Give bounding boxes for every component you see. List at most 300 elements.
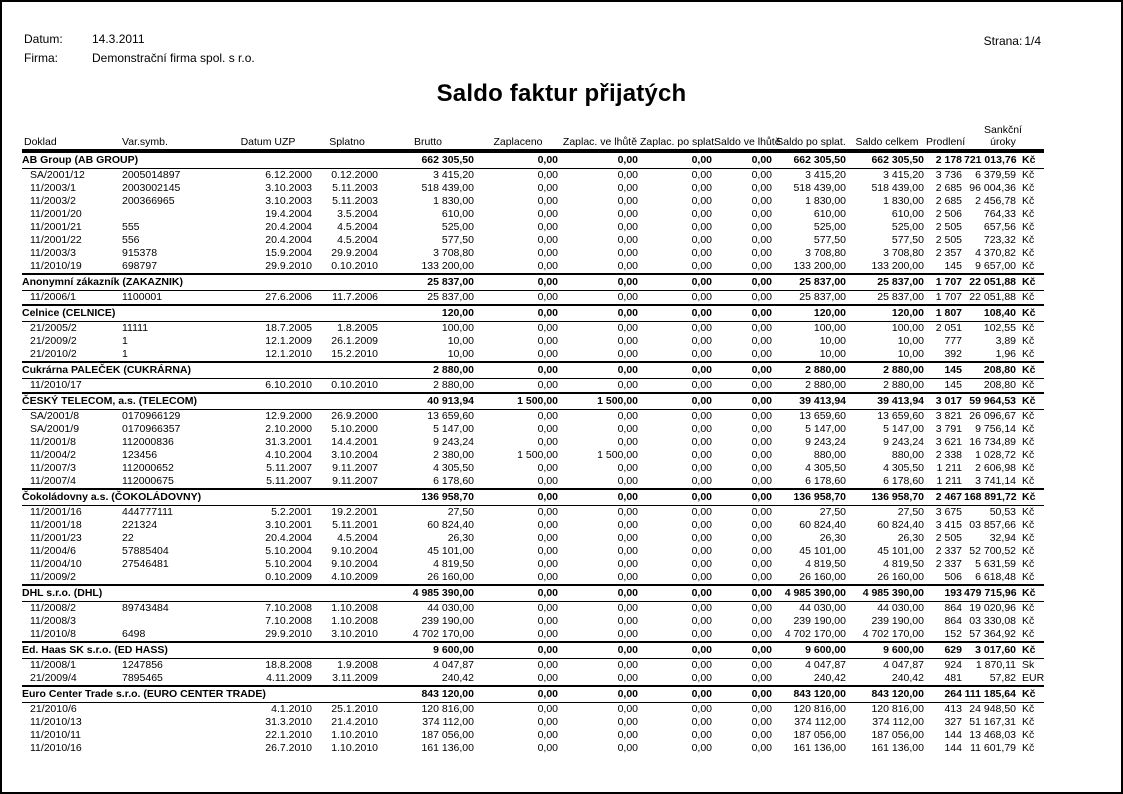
cell-sankcni-uroky: 11 601,79 — [970, 742, 1016, 754]
invoice-row — [22, 519, 1044, 532]
group-name: Anonymní zákazník (ZAKAZNIK) — [22, 276, 184, 288]
cell-sankcni-uroky: 19 020,96 — [969, 602, 1016, 614]
cell-saldo-celkem: 120 816,00 — [871, 703, 924, 715]
cell-zaplaceno: 0,00 — [537, 410, 558, 422]
cell-sankcni-uroky: 2 606,98 — [975, 462, 1016, 474]
cell-sankcni-uroky: 721 013,76 — [964, 154, 1017, 166]
cell-var-symb: 11111 — [122, 322, 149, 334]
cell-brutto: 2 880,00 — [433, 364, 474, 376]
cell-saldo-po-splat: 610,00 — [813, 208, 846, 220]
cell-datum-uzp: 29.9.2010 — [265, 628, 312, 640]
cell-var-symb: 1247856 — [122, 659, 163, 671]
datum-label: Datum: — [24, 32, 63, 46]
cell-zaplac-ve-lhute: 0,00 — [617, 436, 638, 448]
cell-zaplac-po-splat: 0,00 — [691, 545, 712, 557]
cell-mena: Kč — [1022, 276, 1036, 288]
cell-sankcni-uroky: 208,80 — [983, 364, 1016, 376]
cell-prodleni: 3 621 — [935, 436, 962, 448]
cell-zaplaceno: 0,00 — [537, 348, 558, 360]
cell-doklad: 11/2007/4 — [30, 475, 76, 487]
cell-saldo-celkem: 880,00 — [891, 449, 924, 461]
cell-var-symb — [122, 571, 222, 584]
report-meta — [2, 2, 1121, 70]
cell-saldo-ve-lhute: 0,00 — [751, 335, 772, 347]
cell-prodleni: 1 707 — [935, 276, 962, 288]
cell-zaplac-po-splat: 0,00 — [691, 335, 712, 347]
cell-saldo-ve-lhute: 0,00 — [751, 276, 772, 288]
cell-mena: Kč — [1022, 348, 1035, 360]
cell-brutto: 4 305,50 — [433, 462, 474, 474]
cell-saldo-po-splat: 240,42 — [813, 672, 846, 684]
cell-zaplac-ve-lhute: 0,00 — [617, 291, 638, 303]
cell-saldo-celkem: 25 837,00 — [877, 276, 924, 288]
cell-saldo-ve-lhute: 0,00 — [751, 348, 772, 360]
cell-saldo-ve-lhute: 0,00 — [751, 410, 772, 422]
invoice-row — [22, 571, 1044, 584]
table-body — [2, 151, 1121, 755]
cell-zaplaceno: 0,00 — [537, 729, 558, 741]
cell-brutto: 4 047,87 — [433, 659, 474, 671]
cell-var-symb: 698797 — [122, 260, 158, 272]
cell-zaplaceno: 0,00 — [537, 154, 558, 166]
cell-brutto: 9 600,00 — [433, 644, 474, 656]
cell-sankcni-uroky: 51 167,31 — [969, 716, 1016, 728]
cell-datum-uzp: 6.12.2000 — [265, 169, 312, 181]
cell-datum-uzp: 15.9.2004 — [265, 247, 312, 259]
group-name: Ed. Haas SK s.r.o. (ED HASS) — [22, 644, 168, 656]
column-header-splatno: Splatno — [329, 136, 365, 148]
cell-mena: Kč — [1022, 449, 1035, 461]
cell-brutto: 240,42 — [441, 672, 474, 684]
cell-brutto: 3 708,80 — [433, 247, 474, 259]
column-header-var-symb: Var.symb. — [122, 136, 168, 148]
cell-zaplac-po-splat: 0,00 — [691, 195, 712, 207]
cell-datum-uzp: 5.11.2007 — [266, 475, 312, 487]
cell-zaplac-po-splat: 0,00 — [691, 348, 712, 360]
cell-splatno: 1.10.2010 — [331, 742, 378, 754]
cell-prodleni: 3 415 — [935, 519, 962, 531]
cell-doklad: 21/2005/2 — [30, 322, 77, 334]
cell-splatno: 5.10.2000 — [331, 423, 378, 435]
cell-zaplac-po-splat: 0,00 — [691, 716, 712, 728]
cell-saldo-celkem: 577,50 — [891, 234, 924, 246]
cell-zaplaceno: 0,00 — [537, 260, 558, 272]
cell-mena: Kč — [1022, 742, 1035, 754]
cell-doklad: SA/2001/8 — [30, 410, 80, 422]
cell-zaplac-ve-lhute: 0,00 — [617, 558, 638, 570]
cell-saldo-ve-lhute: 0,00 — [751, 449, 772, 461]
cell-saldo-ve-lhute: 0,00 — [751, 506, 772, 518]
cell-zaplac-po-splat: 0,00 — [691, 506, 712, 518]
cell-splatno: 9.10.2004 — [331, 545, 378, 557]
cell-saldo-celkem: 13 659,60 — [877, 410, 924, 422]
cell-brutto: 26 160,00 — [427, 571, 474, 583]
cell-saldo-ve-lhute: 0,00 — [751, 672, 772, 684]
cell-saldo-celkem: 662 305,50 — [871, 154, 924, 166]
cell-prodleni: 1 211 — [936, 462, 962, 474]
cell-saldo-celkem: 120,00 — [891, 307, 924, 319]
cell-zaplac-ve-lhute: 0,00 — [617, 716, 638, 728]
invoice-row — [22, 169, 1044, 182]
cell-sankcni-uroky: 102,55 — [983, 322, 1016, 334]
cell-prodleni: 413 — [944, 703, 962, 715]
cell-splatno: 1.8.2005 — [337, 322, 378, 334]
cell-zaplac-po-splat: 0,00 — [691, 703, 712, 715]
cell-sankcni-uroky: 57,82 — [989, 672, 1016, 684]
cell-mena: Kč — [1022, 234, 1035, 246]
column-header-prodleni: Prodlení — [926, 136, 966, 148]
cell-zaplac-po-splat: 0,00 — [691, 276, 712, 288]
cell-saldo-ve-lhute: 0,00 — [751, 615, 772, 627]
cell-zaplac-po-splat: 0,00 — [691, 491, 712, 503]
cell-doklad: 21/2009/4 — [30, 672, 77, 684]
cell-saldo-celkem: 843 120,00 — [871, 688, 924, 700]
cell-saldo-po-splat: 45 101,00 — [799, 545, 846, 557]
cell-mena: Kč — [1022, 195, 1035, 207]
cell-splatno: 9.11.2007 — [332, 475, 378, 487]
cell-saldo-ve-lhute: 0,00 — [751, 307, 772, 319]
cell-splatno: 4.5.2004 — [337, 221, 378, 233]
invoice-row — [22, 602, 1044, 615]
cell-zaplac-ve-lhute: 0,00 — [617, 672, 638, 684]
cell-datum-uzp: 7.10.2008 — [265, 615, 312, 627]
cell-saldo-celkem: 2 880,00 — [883, 364, 924, 376]
cell-splatno: 21.4.2010 — [331, 716, 378, 728]
cell-saldo-ve-lhute: 0,00 — [751, 234, 772, 246]
cell-prodleni: 2 357 — [935, 247, 962, 259]
cell-prodleni: 144 — [944, 729, 962, 741]
cell-saldo-celkem: 4 305,50 — [883, 462, 924, 474]
cell-saldo-celkem: 3 415,20 — [883, 169, 924, 181]
cell-splatno: 15.2.2010 — [331, 348, 378, 360]
cell-zaplaceno: 0,00 — [537, 234, 558, 246]
cell-mena: Kč — [1022, 571, 1035, 583]
invoice-row — [22, 322, 1044, 335]
cell-saldo-po-splat: 4 702 170,00 — [784, 628, 846, 640]
cell-var-symb: 1 — [122, 335, 128, 347]
cell-zaplaceno: 0,00 — [537, 335, 558, 347]
meta-datum — [24, 32, 1121, 51]
cell-saldo-celkem: 26,30 — [897, 532, 924, 544]
cell-zaplac-po-splat: 0,00 — [691, 395, 712, 407]
cell-zaplac-po-splat: 0,00 — [691, 449, 712, 461]
cell-doklad: 11/2003/1 — [30, 182, 76, 194]
cell-zaplac-po-splat: 0,00 — [691, 221, 712, 233]
cell-var-symb — [122, 208, 222, 221]
cell-brutto: 4 702 170,00 — [412, 628, 474, 640]
group-row — [22, 488, 1044, 506]
cell-zaplaceno: 0,00 — [537, 364, 558, 376]
cell-var-symb: 0170966129 — [122, 410, 181, 422]
cell-datum-uzp: 7.10.2008 — [265, 602, 312, 614]
cell-sankcni-uroky: 1 028,72 — [975, 449, 1016, 461]
cell-zaplaceno: 0,00 — [537, 423, 558, 435]
cell-mena: Kč — [1022, 519, 1035, 531]
cell-saldo-po-splat: 843 120,00 — [793, 688, 846, 700]
cell-zaplac-po-splat: 0,00 — [691, 628, 712, 640]
cell-saldo-celkem: 25 837,00 — [877, 291, 924, 303]
cell-sankcni-uroky: 111 185,64 — [964, 688, 1016, 700]
cell-mena: Kč — [1022, 322, 1035, 334]
cell-var-symb: 6498 — [122, 628, 146, 640]
cell-datum-uzp: 4.10.2004 — [265, 449, 312, 461]
cell-var-symb: 22 — [122, 532, 134, 544]
cell-datum-uzp: 20.4.2004 — [265, 221, 312, 233]
cell-splatno: 19.2.2001 — [331, 506, 378, 518]
cell-prodleni: 481 — [944, 672, 962, 684]
cell-zaplac-po-splat: 0,00 — [691, 182, 712, 194]
cell-saldo-ve-lhute: 0,00 — [751, 260, 772, 272]
cell-saldo-celkem: 239 190,00 — [871, 615, 924, 627]
cell-saldo-ve-lhute: 0,00 — [751, 169, 772, 181]
cell-var-symb: 200366965 — [122, 195, 175, 207]
invoice-row — [22, 221, 1044, 234]
cell-zaplac-ve-lhute: 0,00 — [617, 348, 638, 360]
cell-brutto: 2 380,00 — [433, 449, 474, 461]
cell-datum-uzp: 0.10.2009 — [265, 571, 312, 583]
cell-datum-uzp: 5.2.2001 — [271, 506, 312, 518]
cell-zaplac-ve-lhute: 0,00 — [617, 545, 638, 557]
cell-saldo-celkem: 45 101,00 — [877, 545, 924, 557]
cell-var-symb: 1100001 — [122, 291, 163, 303]
cell-datum-uzp: 18.7.2005 — [265, 322, 312, 334]
cell-mena: Kč — [1022, 506, 1035, 518]
cell-saldo-celkem: 525,00 — [891, 221, 924, 233]
cell-zaplac-po-splat: 0,00 — [691, 659, 712, 671]
cell-var-symb: 89743484 — [122, 602, 169, 614]
cell-splatno: 1.10.2010 — [331, 729, 378, 741]
cell-mena: Kč — [1022, 628, 1035, 640]
cell-prodleni: 3 736 — [935, 169, 962, 181]
cell-datum-uzp: 20.4.2004 — [265, 234, 312, 246]
cell-prodleni: 1 807 — [935, 307, 962, 319]
invoice-row — [22, 260, 1044, 273]
cell-saldo-celkem: 161 136,00 — [871, 742, 924, 754]
cell-zaplaceno: 0,00 — [537, 602, 558, 614]
group-row — [22, 641, 1044, 659]
strana-label: Strana: — [983, 34, 1023, 48]
cell-prodleni: 145 — [944, 364, 962, 376]
cell-brutto: 4 819,50 — [433, 558, 474, 570]
cell-zaplaceno: 0,00 — [537, 716, 558, 728]
cell-zaplac-po-splat: 0,00 — [691, 602, 712, 614]
cell-saldo-po-splat: 239 190,00 — [793, 615, 846, 627]
cell-datum-uzp: 12.1.2009 — [265, 335, 312, 347]
cell-var-symb: 1 — [122, 348, 128, 360]
cell-datum-uzp: 6.10.2010 — [265, 379, 312, 391]
cell-prodleni: 392 — [944, 348, 962, 360]
cell-prodleni: 2 338 — [935, 449, 962, 461]
cell-var-symb: 123456 — [122, 449, 158, 461]
cell-zaplaceno: 0,00 — [537, 379, 558, 391]
cell-doklad: 11/2008/3 — [30, 615, 76, 627]
cell-saldo-po-splat: 880,00 — [813, 449, 846, 461]
cell-zaplaceno: 0,00 — [537, 195, 558, 207]
cell-datum-uzp: 20.4.2004 — [265, 532, 312, 544]
cell-splatno: 0.12.2000 — [331, 169, 378, 181]
cell-saldo-po-splat: 4 819,50 — [805, 558, 846, 570]
invoice-row — [22, 348, 1044, 361]
saldo-table — [2, 124, 1121, 755]
cell-saldo-celkem: 39 413,94 — [877, 395, 924, 407]
cell-prodleni: 3 791 — [935, 423, 962, 435]
cell-mena: Kč — [1022, 307, 1036, 319]
cell-brutto: 100,00 — [441, 322, 474, 334]
cell-sankcni-uroky: 13 468,03 — [969, 729, 1016, 741]
cell-zaplac-po-splat: 0,00 — [691, 436, 712, 448]
cell-sankcni-uroky: 03 330,08 — [969, 615, 1016, 627]
cell-saldo-ve-lhute: 0,00 — [751, 571, 772, 583]
cell-var-symb: 112000652 — [122, 462, 174, 474]
cell-brutto: 136 958,70 — [421, 491, 474, 503]
cell-zaplac-po-splat: 0,00 — [691, 364, 712, 376]
cell-mena: Kč — [1022, 587, 1036, 599]
cell-doklad: 21/2009/2 — [30, 335, 77, 347]
cell-mena: Kč — [1022, 335, 1035, 347]
cell-saldo-ve-lhute: 0,00 — [751, 154, 772, 166]
cell-saldo-ve-lhute: 0,00 — [751, 742, 772, 754]
cell-splatno: 0.10.2010 — [331, 260, 378, 272]
cell-prodleni: 2 505 — [935, 532, 962, 544]
datum-value: 14.3.2011 — [92, 32, 145, 46]
invoice-row — [22, 247, 1044, 260]
cell-zaplaceno: 0,00 — [537, 276, 558, 288]
cell-saldo-celkem: 4 702 170,00 — [862, 628, 924, 640]
cell-zaplac-ve-lhute: 0,00 — [617, 234, 638, 246]
cell-var-symb — [122, 615, 222, 628]
cell-zaplaceno: 0,00 — [537, 307, 558, 319]
cell-mena: Kč — [1022, 729, 1035, 741]
cell-saldo-ve-lhute: 0,00 — [751, 703, 772, 715]
cell-doklad: 11/2001/22 — [30, 234, 82, 246]
cell-saldo-ve-lhute: 0,00 — [751, 423, 772, 435]
cell-sankcni-uroky: 24 948,50 — [969, 703, 1016, 715]
cell-mena: Kč — [1022, 247, 1035, 259]
cell-prodleni: 193 — [944, 587, 962, 599]
invoice-row — [22, 672, 1044, 685]
cell-brutto: 1 830,00 — [433, 195, 474, 207]
invoice-row — [22, 436, 1044, 449]
invoice-row — [22, 423, 1044, 436]
column-header-zaplac-ve-lhute: Zaplac. ve lhůtě — [562, 136, 638, 148]
cell-saldo-celkem: 3 708,80 — [883, 247, 924, 259]
cell-mena: Kč — [1022, 688, 1036, 700]
cell-sankcni-uroky: 22 051,88 — [969, 291, 1016, 303]
cell-zaplaceno: 0,00 — [537, 558, 558, 570]
cell-zaplac-po-splat: 0,00 — [691, 532, 712, 544]
cell-saldo-ve-lhute: 0,00 — [751, 628, 772, 640]
cell-sankcni-uroky: 52 700,52 — [969, 545, 1016, 557]
cell-sankcni-uroky: 96 004,36 — [969, 182, 1016, 194]
cell-sankcni-uroky: 03 857,66 — [969, 519, 1016, 531]
cell-zaplac-po-splat: 0,00 — [691, 291, 712, 303]
cell-zaplac-ve-lhute: 0,00 — [617, 276, 638, 288]
cell-datum-uzp: 19.4.2004 — [265, 208, 312, 220]
cell-zaplac-po-splat: 0,00 — [691, 234, 712, 246]
invoice-row — [22, 475, 1044, 488]
cell-saldo-po-splat: 10,00 — [819, 348, 846, 360]
cell-saldo-po-splat: 27,50 — [819, 506, 846, 518]
cell-datum-uzp: 12.1.2010 — [265, 348, 312, 360]
cell-saldo-po-splat: 60 824,40 — [799, 519, 846, 531]
group-name: Euro Center Trade s.r.o. (EURO CENTER TRADE) — [22, 688, 266, 700]
cell-brutto: 6 178,60 — [433, 475, 474, 487]
cell-prodleni: 3 017 — [935, 395, 962, 407]
cell-zaplac-ve-lhute: 0,00 — [617, 519, 638, 531]
cell-zaplac-ve-lhute: 0,00 — [617, 644, 638, 656]
cell-saldo-ve-lhute: 0,00 — [751, 545, 772, 557]
cell-mena: Kč — [1022, 491, 1036, 503]
cell-sankcni-uroky: 5 631,59 — [975, 558, 1016, 570]
cell-saldo-celkem: 4 047,87 — [883, 659, 924, 671]
cell-saldo-celkem: 10,00 — [897, 335, 924, 347]
column-header-sankcni-line2: úroky — [990, 136, 1016, 148]
cell-mena: Kč — [1022, 545, 1035, 557]
cell-zaplac-ve-lhute: 0,00 — [617, 247, 638, 259]
cell-brutto: 45 101,00 — [427, 545, 474, 557]
strana-value: 1/4 — [1024, 34, 1041, 48]
cell-mena: Kč — [1022, 703, 1035, 715]
cell-saldo-po-splat: 136 958,70 — [793, 491, 846, 503]
cell-splatno: 4.10.2009 — [331, 571, 378, 583]
cell-datum-uzp: 2.10.2000 — [265, 423, 312, 435]
cell-zaplac-ve-lhute: 0,00 — [617, 703, 638, 715]
cell-sankcni-uroky: 26 096,67 — [969, 410, 1016, 422]
cell-zaplac-ve-lhute: 0,00 — [617, 154, 638, 166]
cell-zaplaceno: 0,00 — [537, 615, 558, 627]
group-row — [22, 584, 1044, 602]
cell-mena: Kč — [1022, 291, 1035, 303]
cell-brutto: 610,00 — [441, 208, 474, 220]
invoice-row — [22, 410, 1044, 423]
cell-sankcni-uroky: 764,33 — [983, 208, 1016, 220]
cell-zaplac-ve-lhute: 0,00 — [617, 742, 638, 754]
cell-saldo-celkem: 60 824,40 — [877, 519, 924, 531]
cell-saldo-po-splat: 120 816,00 — [793, 703, 846, 715]
cell-prodleni: 2 506 — [935, 208, 962, 220]
column-header-brutto: Brutto — [413, 136, 442, 148]
table-header-row — [22, 124, 1044, 151]
cell-splatno: 5.11.2003 — [332, 195, 378, 207]
cell-splatno: 11.7.2006 — [332, 291, 378, 303]
cell-saldo-celkem: 44 030,00 — [877, 602, 924, 614]
cell-zaplaceno: 0,00 — [537, 182, 558, 194]
cell-prodleni: 2 685 — [935, 195, 962, 207]
cell-brutto: 44 030,00 — [427, 602, 474, 614]
group-row — [22, 151, 1044, 169]
cell-zaplac-po-splat: 0,00 — [691, 742, 712, 754]
cell-splatno: 0.10.2010 — [331, 379, 378, 391]
cell-sankcni-uroky: 1,96 — [995, 348, 1016, 360]
cell-splatno: 4.5.2004 — [337, 234, 378, 246]
cell-zaplac-po-splat: 0,00 — [691, 307, 712, 319]
invoice-row — [22, 615, 1044, 628]
cell-zaplaceno: 1 500,00 — [517, 395, 558, 407]
cell-datum-uzp: 26.7.2010 — [265, 742, 312, 754]
cell-mena: Kč — [1022, 260, 1035, 272]
group-name: Čokoládovny a.s. (ČOKOLÁDOVNY) — [22, 491, 202, 503]
cell-zaplac-po-splat: 0,00 — [691, 154, 712, 166]
cell-doklad: 11/2010/17 — [30, 379, 82, 391]
cell-zaplac-ve-lhute: 0,00 — [617, 221, 638, 233]
cell-zaplac-ve-lhute: 0,00 — [617, 182, 638, 194]
cell-saldo-ve-lhute: 0,00 — [751, 221, 772, 233]
cell-saldo-po-splat: 26,30 — [819, 532, 846, 544]
invoice-row — [22, 558, 1044, 571]
cell-brutto: 5 147,00 — [433, 423, 474, 435]
report-title: Saldo faktur přijatých — [436, 80, 687, 107]
cell-datum-uzp: 22.1.2010 — [265, 729, 312, 741]
